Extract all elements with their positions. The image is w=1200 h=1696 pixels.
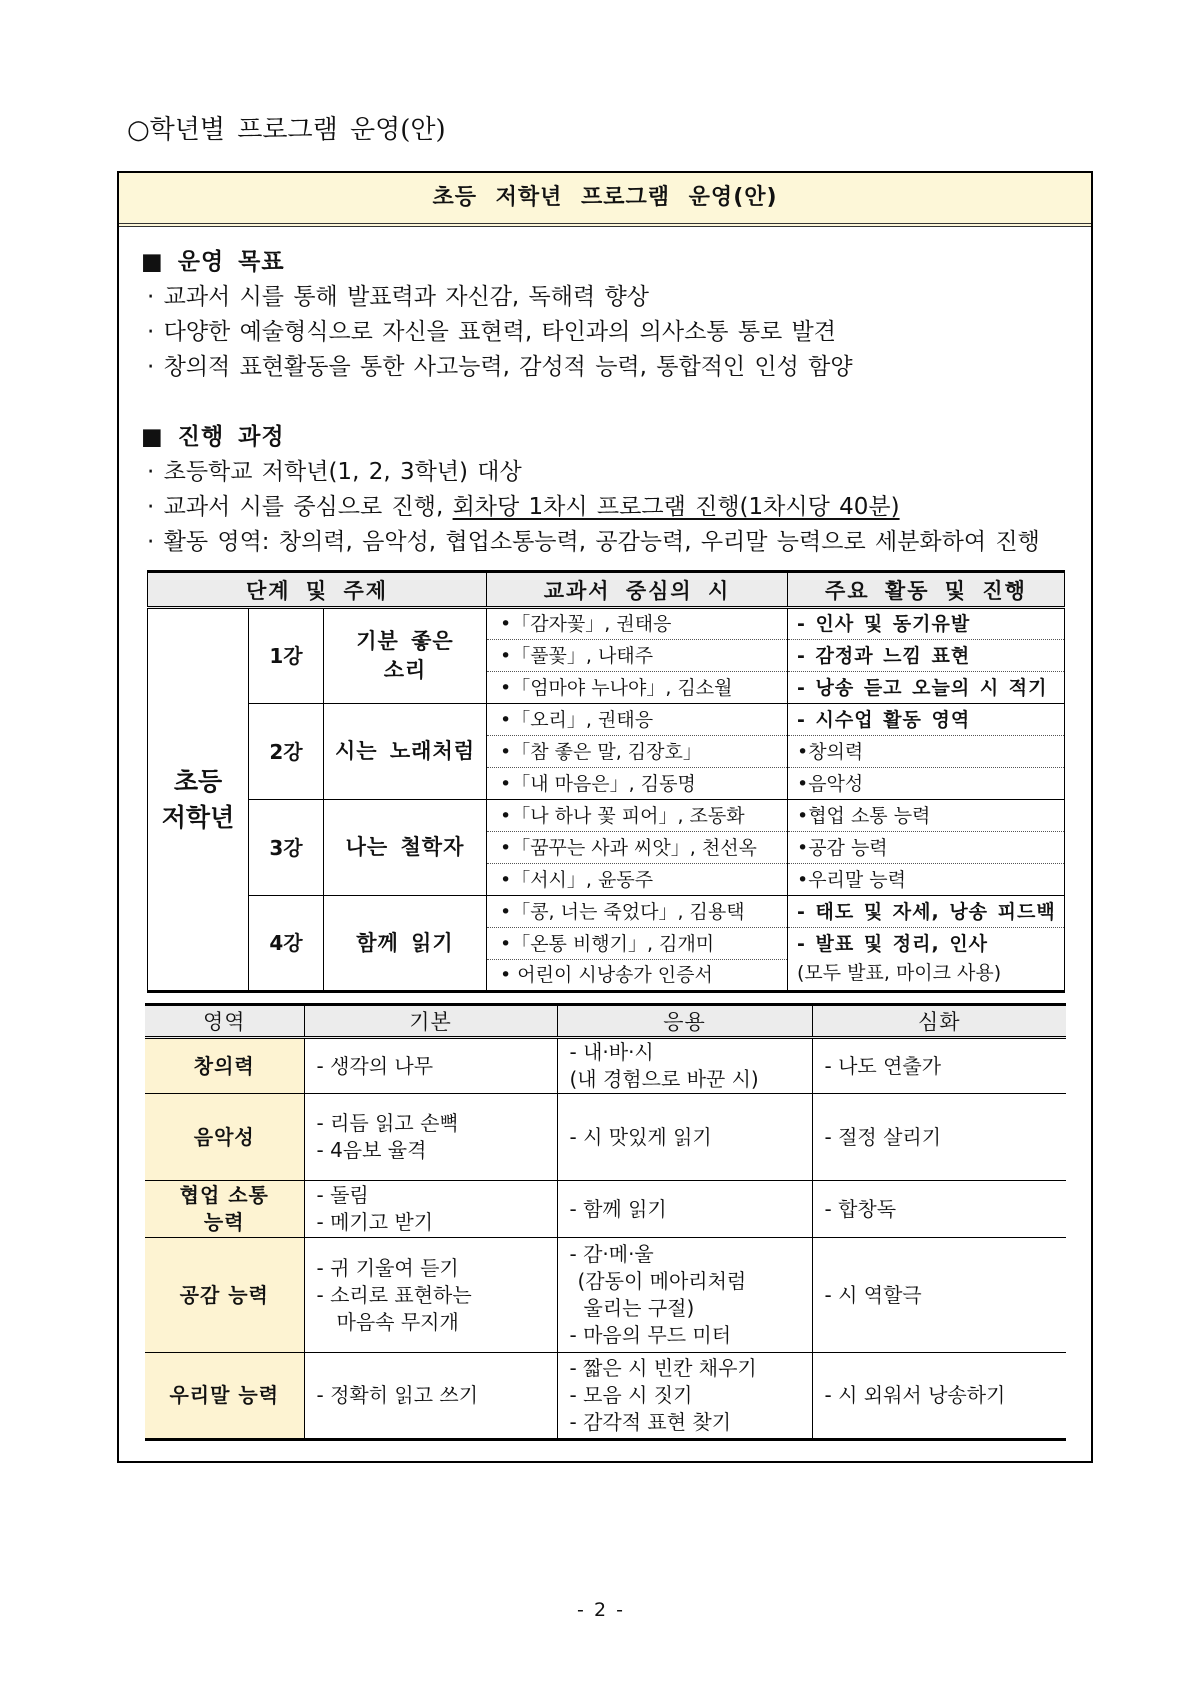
goals-header: ■ 운영 목표 xyxy=(141,249,285,275)
applied-cell xyxy=(557,1181,812,1238)
program-box xyxy=(117,171,1093,1463)
process-item-underlined: 회차당 1차시 프로그램 진행(1차시당 40분) xyxy=(452,494,900,520)
activity-note: (모두 발표, 마이크 사용) xyxy=(797,962,1002,984)
cell-line: - 정확히 읽고 쓰기 xyxy=(316,1383,479,1407)
applied-cell xyxy=(557,1094,812,1181)
area-label xyxy=(145,1181,304,1238)
level-label-line: 초등 xyxy=(173,766,223,796)
area-label xyxy=(145,1238,304,1353)
advanced-cell xyxy=(812,1181,1066,1238)
process-item: · 활동 영역: 창의력, 음악성, 협업소통능력, 공감능력, 우리말 능력으로 세분화하여 진행 xyxy=(147,529,1040,555)
cell-line: - 생각의 나무 xyxy=(316,1053,434,1078)
lesson-topic-line: 시는 노래처럼 xyxy=(334,739,476,763)
cell-line: - 절정 살리기 xyxy=(824,1124,942,1149)
lesson-topic-line: 기분 좋은 xyxy=(356,629,454,653)
activity-cell: - 낭송 듣고 오늘의 시 적기 xyxy=(788,672,1065,704)
activity-cell: - 태도 및 자세, 낭송 피드백 xyxy=(788,896,1065,928)
table-row xyxy=(148,608,1065,640)
area-label-line: 창의력 xyxy=(193,1053,255,1078)
page-heading: ○학년별 프로그램 운영(안) xyxy=(127,115,446,145)
area-table xyxy=(145,1003,1066,1441)
cell-line: 울리는 구절) xyxy=(583,1296,695,1320)
cell-line: - 함께 읽기 xyxy=(569,1196,667,1221)
table-row xyxy=(148,896,1065,928)
lesson-topic xyxy=(324,704,487,800)
advanced-cell xyxy=(812,1238,1066,1353)
level-label-line: 저학년 xyxy=(161,802,235,832)
cell-line: - 짧은 시 빈칸 채우기 xyxy=(569,1356,757,1380)
lesson-topic xyxy=(324,800,487,896)
program-box-title: 초등 저학년 프로그램 운영(안) xyxy=(119,173,1091,227)
activity-cell: •우리말 능력 xyxy=(788,864,1065,896)
basic-cell xyxy=(304,1094,557,1181)
program-description xyxy=(141,245,1040,560)
lesson-number: 3강 xyxy=(249,800,324,896)
area-label-line: 공감 능력 xyxy=(179,1282,269,1307)
cell-line: - 시 맛있게 읽기 xyxy=(569,1124,712,1149)
lesson-table xyxy=(147,570,1065,993)
table-row xyxy=(145,1038,1066,1094)
lesson-topic-line: 소리 xyxy=(383,658,427,682)
area-label-line: 우리말 능력 xyxy=(169,1383,280,1407)
poem-cell: •「꿈꾸는 사과 씨앗」, 천선옥 xyxy=(487,832,788,864)
activity-cell: - 감정과 느낌 표현 xyxy=(788,640,1065,672)
lesson-topic-line: 함께 읽기 xyxy=(356,930,454,955)
cell-line: 마음속 무지개 xyxy=(336,1309,459,1334)
activity-cell: •음악성 xyxy=(788,768,1065,800)
poem-cell: •「오리」, 권태응 xyxy=(487,704,788,736)
poem-cell: •「온통 비행기」, 김개미 xyxy=(487,928,788,960)
area-label xyxy=(145,1353,304,1440)
table-row xyxy=(145,1353,1066,1440)
advanced-cell xyxy=(812,1094,1066,1181)
process-header: ■ 진행 과정 xyxy=(141,424,285,450)
header-stage-topic: 단계 및 주제 xyxy=(148,572,487,608)
table-row xyxy=(145,1094,1066,1181)
spacer xyxy=(141,385,1040,420)
cell-line: (감동이 메아리처럼 xyxy=(577,1269,747,1293)
basic-cell xyxy=(304,1181,557,1238)
cell-line: - 4음보 율격 xyxy=(316,1138,427,1162)
activity-cell: - 인사 및 동기유발 xyxy=(788,608,1065,640)
applied-cell xyxy=(557,1353,812,1440)
header-basic: 기본 xyxy=(304,1005,557,1038)
poem-cell: •「나 하나 꽃 피어」, 조동화 xyxy=(487,800,788,832)
activity-cell xyxy=(788,928,1065,992)
goal-item: · 교과서 시를 통해 발표력과 자신감, 독해력 향상 xyxy=(147,284,649,310)
process-item: · 초등학교 저학년(1, 2, 3학년) 대상 xyxy=(147,459,522,485)
activity-cell: •창의력 xyxy=(788,736,1065,768)
basic-cell xyxy=(304,1038,557,1094)
lesson-topic-line: 나는 철학자 xyxy=(345,835,465,859)
applied-cell xyxy=(557,1238,812,1353)
poem-cell: •「콩, 너는 죽었다」, 김용택 xyxy=(487,896,788,928)
header-area: 영역 xyxy=(145,1005,304,1038)
lesson-number: 4강 xyxy=(249,896,324,992)
cell-line: - 메기고 받기 xyxy=(316,1210,434,1234)
poem-cell: •「참 좋은 말, 김장호」 xyxy=(487,736,788,768)
poem-cell: •「서시」, 윤동주 xyxy=(487,864,788,896)
header-poems: 교과서 중심의 시 xyxy=(487,572,788,608)
cell-line: - 리듬 읽고 손뼉 xyxy=(316,1111,459,1135)
level-cell xyxy=(148,608,249,992)
cell-line: - 귀 기울여 듣기 xyxy=(316,1255,459,1280)
area-label-line: 협업 소통 xyxy=(179,1183,269,1207)
lesson-number: 2강 xyxy=(249,704,324,800)
activity-line: - 발표 및 정리, 인사 xyxy=(797,933,989,955)
table-row xyxy=(145,1238,1066,1353)
activity-cell: •협업 소통 능력 xyxy=(788,800,1065,832)
area-label xyxy=(145,1038,304,1094)
cell-line: - 감각적 표현 찾기 xyxy=(569,1410,732,1434)
table-row xyxy=(145,1181,1066,1238)
activity-cell: •공감 능력 xyxy=(788,832,1065,864)
poem-cell: •「내 마음은」, 김동명 xyxy=(487,768,788,800)
cell-line: - 소리로 표현하는 xyxy=(316,1282,472,1307)
area-label xyxy=(145,1094,304,1181)
page-number: - 2 - xyxy=(577,1599,623,1621)
applied-cell xyxy=(557,1038,812,1094)
cell-line: - 시 외워서 낭송하기 xyxy=(824,1383,1006,1407)
cell-line: - 합창독 xyxy=(824,1196,897,1221)
activity-cell: - 시수업 활동 영역 xyxy=(788,704,1065,736)
cell-line: - 나도 연출가 xyxy=(824,1053,942,1078)
process-item-text: · 교과서 시를 중심으로 진행, xyxy=(147,494,453,520)
header-applied: 응용 xyxy=(557,1005,812,1038)
poem-cell: •「엄마야 누나야」, 김소월 xyxy=(487,672,788,704)
poem-cell: •「감자꽃」, 권태응 xyxy=(487,608,788,640)
goal-item: · 다양한 예술형식으로 자신을 표현력, 타인과의 의사소통 통로 발견 xyxy=(147,319,836,345)
cell-line: - 마음의 무드 미터 xyxy=(569,1323,732,1347)
header-activities: 주요 활동 및 진행 xyxy=(788,572,1065,608)
area-label-line: 능력 xyxy=(203,1210,245,1234)
cell-line: - 시 역할극 xyxy=(824,1282,922,1307)
goal-item: · 창의적 표현활동을 통한 사고능력, 감성적 능력, 통합적인 인성 함양 xyxy=(147,354,853,380)
cell-line: - 돌림 xyxy=(316,1183,369,1207)
poem-cell: •「풀꽃」, 나태주 xyxy=(487,640,788,672)
advanced-cell xyxy=(812,1353,1066,1440)
table-row xyxy=(148,800,1065,832)
area-table-header-row xyxy=(145,1005,1066,1038)
basic-cell xyxy=(304,1353,557,1440)
area-label-line: 음악성 xyxy=(193,1124,255,1149)
cell-line: (내 경험으로 바꾼 시) xyxy=(569,1067,759,1091)
lesson-table-header-row xyxy=(148,572,1065,608)
basic-cell xyxy=(304,1238,557,1353)
lesson-topic xyxy=(324,608,487,704)
cell-line: - 감·메·울 xyxy=(569,1242,654,1266)
advanced-cell xyxy=(812,1038,1066,1094)
cell-line: - 모음 시 짓기 xyxy=(569,1383,693,1407)
lesson-topic xyxy=(324,896,487,992)
process-item xyxy=(141,490,1040,525)
poem-cell: • 어린이 시낭송가 인증서 xyxy=(487,960,788,992)
cell-line: - 내·바·시 xyxy=(569,1040,654,1064)
table-row xyxy=(148,704,1065,736)
header-advanced: 심화 xyxy=(812,1005,1066,1038)
lesson-number: 1강 xyxy=(249,608,324,704)
